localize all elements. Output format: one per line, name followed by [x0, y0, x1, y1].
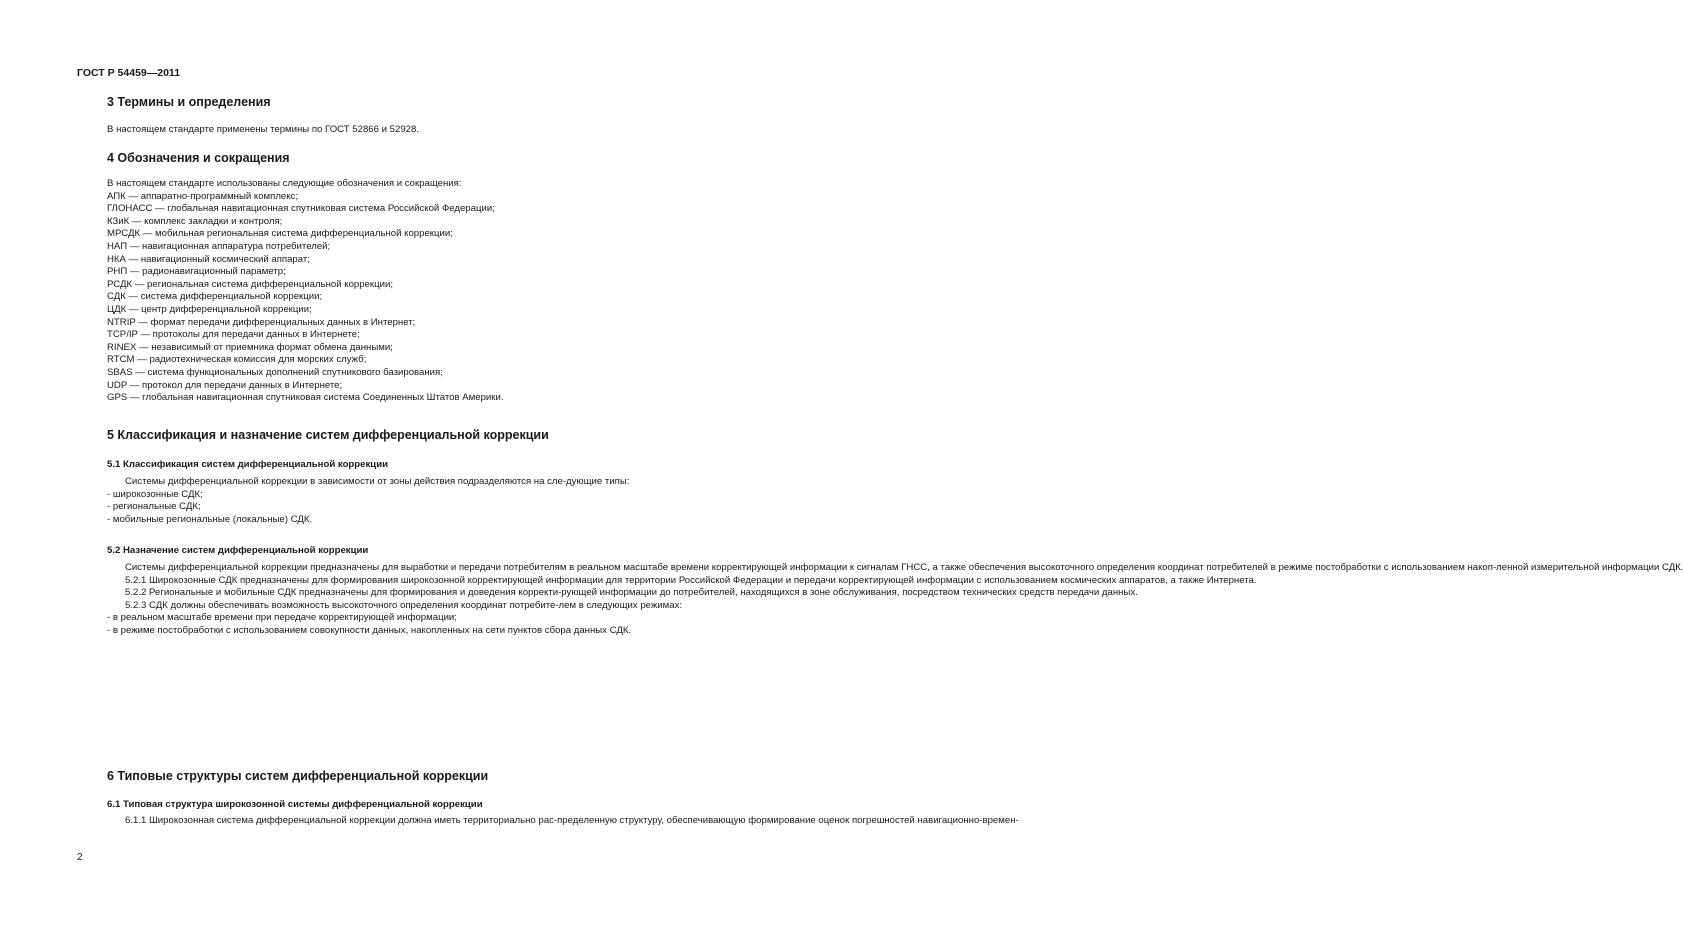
- paragraph: Системы дифференциальной коррекции в зависимости от зоны действия подразделяются на сле-дующие типы:: [125, 476, 630, 487]
- paragraph: 5.2.3 СДК должны обеспечивать возможность высокоточного определения координат потребите-лем в следующих режимах:: [125, 599, 683, 611]
- list-item: UDP — протокол для передачи данных в Интернете;: [107, 379, 343, 391]
- section-6-1-body: [107, 815, 1019, 828]
- section-5-1-body: [107, 476, 630, 526]
- list-item: НАП — навигационная аппаратура потребителей;: [107, 240, 331, 252]
- abbreviations-intro: В настоящем стандарте использованы следующие обозначения и сокращения:: [107, 178, 462, 189]
- list-item: - мобильные региональные (локальные) СДК.: [107, 513, 313, 525]
- list-item: ЦДК — центр дифференциальной коррекции;: [107, 303, 312, 315]
- list-item: ГЛОНАСС — глобальная навигационная спутниковая система Российской Федерации;: [107, 203, 495, 215]
- list-item: SBAS — система функциональных дополнений спутникового базирования;: [107, 366, 443, 378]
- paragraph: 5.2.1 Широкозонные СДК предназначены для формирования широкозонной корректирующей информации для территории Российской Федерации и передачи корректирующей информации с использованием космических аппаратов, а также Интернета.: [125, 574, 1257, 586]
- section-3-title: 3 Термины и определения: [107, 95, 271, 109]
- list-item: СДК — система дифференциальной коррекции;: [107, 291, 323, 303]
- list-item: - широкозонные СДК;: [107, 488, 203, 500]
- list-item: РНП — радионавигационный параметр;: [107, 266, 286, 278]
- list-item: - в реальном масштабе времени при передаче корректирующей информации;: [107, 612, 457, 624]
- section-5-2-title: 5.2 Назначение систем дифференциальной коррекции: [107, 545, 369, 556]
- list-item: RTCM — радиотехническая комиссия для морских служб;: [107, 354, 367, 366]
- list-item: - региональные СДК;: [107, 501, 201, 513]
- section-5-title: 5 Классификация и назначение систем дифференциальной коррекции: [107, 428, 549, 442]
- list-item: НКА — навигационный космический аппарат;: [107, 253, 310, 265]
- section-3-text: В настоящем стандарте применены термины по ГОСТ 52866 и 52928.: [107, 124, 420, 135]
- list-item: NTRIP — формат передачи дифференциальных данных в Интернет;: [107, 316, 416, 328]
- section-6-1-title: 6.1 Типовая структура широкозонной системы дифференциальной коррекции: [107, 799, 483, 810]
- abbreviations-list: [107, 178, 615, 405]
- section-6-title: 6 Типовые структуры систем дифференциальной коррекции: [107, 769, 489, 783]
- list-item: - в режиме постобработки с использованием совокупности данных, накопленных на сети пунктов сбора данных СДК.: [107, 624, 632, 636]
- page-number: 2: [77, 852, 83, 863]
- paragraph: 5.2.2 Региональные и мобильные СДК предназначены для формирования и доведения корректи-рующей информации до потребителей, находящихся в зоне обслуживания, посредством технических средств передачи данных.: [125, 587, 1138, 599]
- list-item: АПК — аппаратно-программный комплекс;: [107, 190, 299, 202]
- section-4-title: 4 Обозначения и сокращения: [107, 151, 290, 165]
- section-5-2-body: [107, 562, 1683, 638]
- section-5-1-title: 5.1 Классификация систем дифференциальной коррекции: [107, 459, 388, 470]
- list-item: GPS — глобальная навигационная спутниковая система Соединенных Штатов Америки.: [107, 392, 504, 404]
- paragraph: Системы дифференциальной коррекции предназначены для выработки и передачи потребителям в реальном масштабе времени корректирующей информации к сигналам ГНСС, а также обеспечения высокоточного определения координат потребителей в режиме постобработки с использованием накоп-ленной измерительной информации СДК.: [125, 562, 1683, 573]
- paragraph: 6.1.1 Широкозонная система дифференциальной коррекции должна иметь территориально рас-пределенную структуру, обеспечивающую формирование оценок погрешностей навигационно-времен-: [125, 815, 1019, 826]
- list-item: TCP/IP — протоколы для передачи данных в Интернете;: [107, 329, 360, 341]
- document-number: ГОСТ Р 54459—2011: [77, 67, 181, 79]
- list-item: КЗиК — комплекс закладки и контроля;: [107, 215, 283, 227]
- list-item: RINEX — независимый от приемника формат обмена данными;: [107, 341, 393, 353]
- list-item: МРСДК — мобильная региональная система дифференциальной коррекции;: [107, 228, 453, 240]
- list-item: РСДК — региональная система дифференциальной коррекции;: [107, 278, 393, 290]
